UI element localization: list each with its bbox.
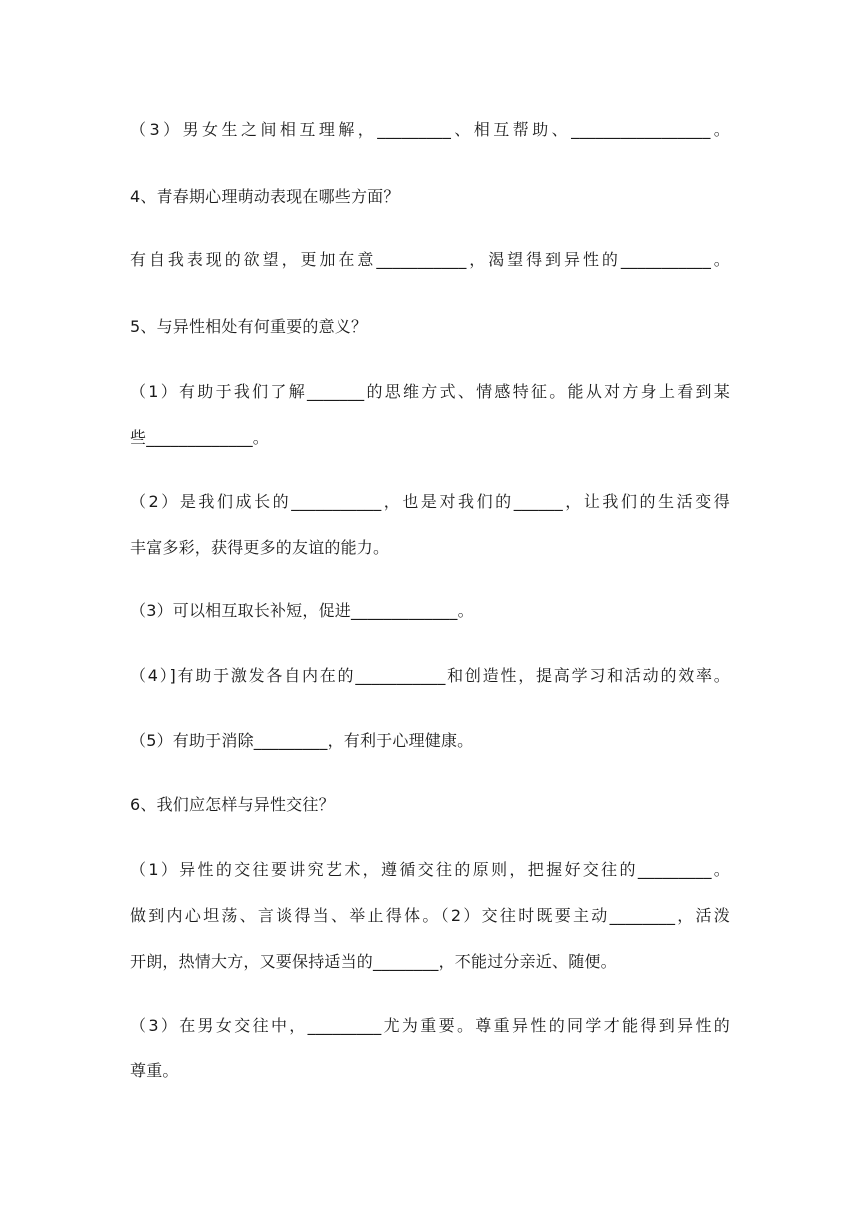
answer-6-3-line-1: （3）在男女交往中，_________尤为重要。尊重异性的同学才能得到异性的: [130, 1016, 730, 1035]
question-4: 4、青春期心理萌动表现在哪些方面？: [130, 187, 400, 206]
answer-5-2-line-2: 丰富多彩，获得更多的友谊的能力。: [130, 538, 390, 557]
answer-4: 有自我表现的欲望，更加在意___________，渴望得到异性的___________。: [130, 250, 730, 269]
question-6: 6、我们应怎样与异性交往？: [130, 795, 335, 814]
answer-5-2-line-1: （2）是我们成长的___________，也是对我们的______，让我们的生活变得: [130, 492, 730, 511]
question-5: 5、与异性相处有何重要的意义？: [130, 317, 368, 336]
answer-6-1-line-1: （1）异性的交往要讲究艺术，遵循交往的原则，把握好交往的_________。: [130, 860, 730, 879]
answer-6-2-line-2: 开朗，热情大方，又要保持适当的________，不能过分亲近、随便。: [130, 952, 617, 971]
answer-5-3: （3）可以相互取长补短，促进_____________。: [130, 601, 474, 620]
answer-5-4: （4）]有助于激发各自内在的___________和创造性，提高学习和活动的效率。: [130, 666, 730, 685]
answer-5-5: （5）有助于消除_________，有利于心理健康。: [130, 731, 474, 750]
answer-6-3-line-2: 尊重。: [130, 1061, 179, 1080]
item-3-1: （3）男女生之间相互理解，_________、相互帮助、_________________。: [130, 120, 730, 139]
answer-5-1-line-1: （1）有助于我们了解_______的思维方式、情感特征。能从对方身上看到某: [130, 382, 730, 401]
answer-5-1-line-2: 些_____________。: [130, 428, 270, 447]
answer-6-1-line-2: 做到内心坦荡、言谈得当、举止得体。（2）交往时既要主动________，活泼: [130, 906, 730, 925]
